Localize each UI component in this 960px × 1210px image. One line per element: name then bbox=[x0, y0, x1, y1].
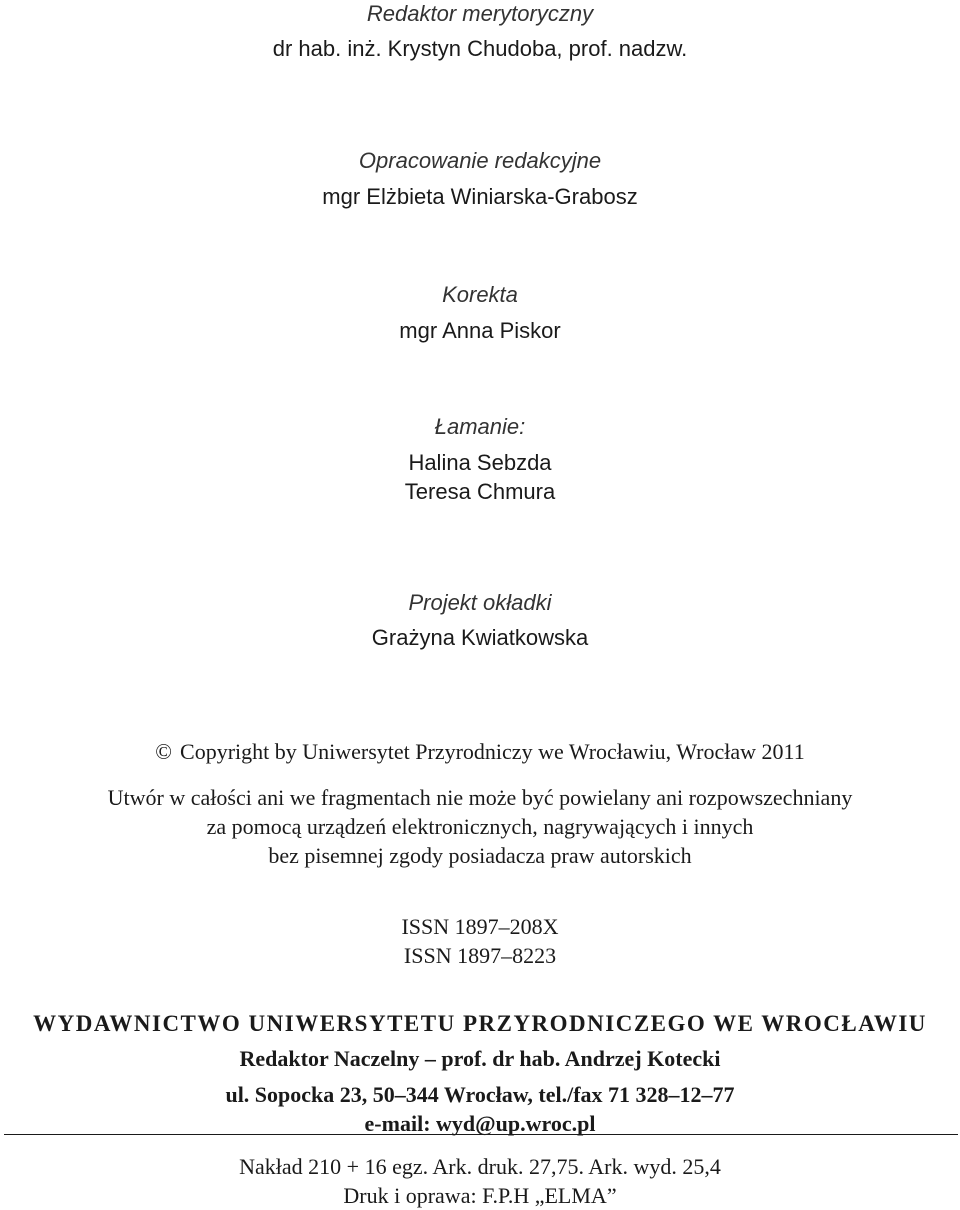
print-run-info: Nakład 210 + 16 egz. Ark. druk. 27,75. Ark. wyd. 25,4 bbox=[239, 1154, 721, 1179]
copyright-line bbox=[0, 741, 960, 763]
rights-notice-line-3: bez pisemnej zgody posiadacza praw autorskich bbox=[268, 843, 692, 868]
publisher-email: e-mail: wyd@up.wroc.pl bbox=[364, 1111, 596, 1136]
proofreading-name: mgr Anna Piskor bbox=[399, 318, 561, 343]
substantive-editor-name: dr hab. inż. Krystyn Chudoba, prof. nadzw. bbox=[272, 36, 688, 61]
horizontal-rule bbox=[4, 1134, 958, 1135]
rights-notice-line-1: Utwór w całości ani we fragmentach nie może być powielany ani rozpowszechniany bbox=[107, 785, 853, 810]
typesetting-name-1: Halina Sebzda bbox=[408, 450, 552, 475]
substantive-editor-role: Redaktor merytoryczny bbox=[366, 1, 594, 26]
printing-house: Druk i oprawa: F.P.H „ELMA” bbox=[343, 1183, 617, 1208]
cover-design-role: Projekt okładki bbox=[408, 590, 552, 615]
editorial-preparation-name: mgr Elżbieta Winiarska-Grabosz bbox=[322, 184, 638, 209]
typesetting-name-2: Teresa Chmura bbox=[404, 479, 556, 504]
publisher-chief-editor: Redaktor Naczelny – prof. dr hab. Andrzej Kotecki bbox=[239, 1046, 721, 1071]
typesetting-role: Łamanie: bbox=[434, 414, 526, 439]
issn-1: ISSN 1897–208X bbox=[401, 914, 559, 939]
publisher-name: WYDAWNICTWO UNIWERSYTETU PRZYRODNICZEGO WE WROCŁAWIU bbox=[33, 1011, 927, 1036]
copyright-text: Copyright by Uniwersytet Przyrodniczy we Wrocławiu, Wrocław 2011 bbox=[180, 739, 805, 764]
publisher-address: ul. Sopocka 23, 50–344 Wrocław, tel./fax 71 328–12–77 bbox=[225, 1082, 735, 1107]
proofreading-role: Korekta bbox=[442, 282, 518, 307]
editorial-preparation-role: Opracowanie redakcyjne bbox=[358, 148, 602, 173]
rights-notice-line-2: za pomocą urządzeń elektronicznych, nagrywających i innych bbox=[206, 814, 754, 839]
cover-design-name: Grażyna Kwiatkowska bbox=[371, 625, 589, 650]
issn-2: ISSN 1897–8223 bbox=[403, 943, 557, 968]
copyright-symbol: © bbox=[155, 739, 173, 764]
